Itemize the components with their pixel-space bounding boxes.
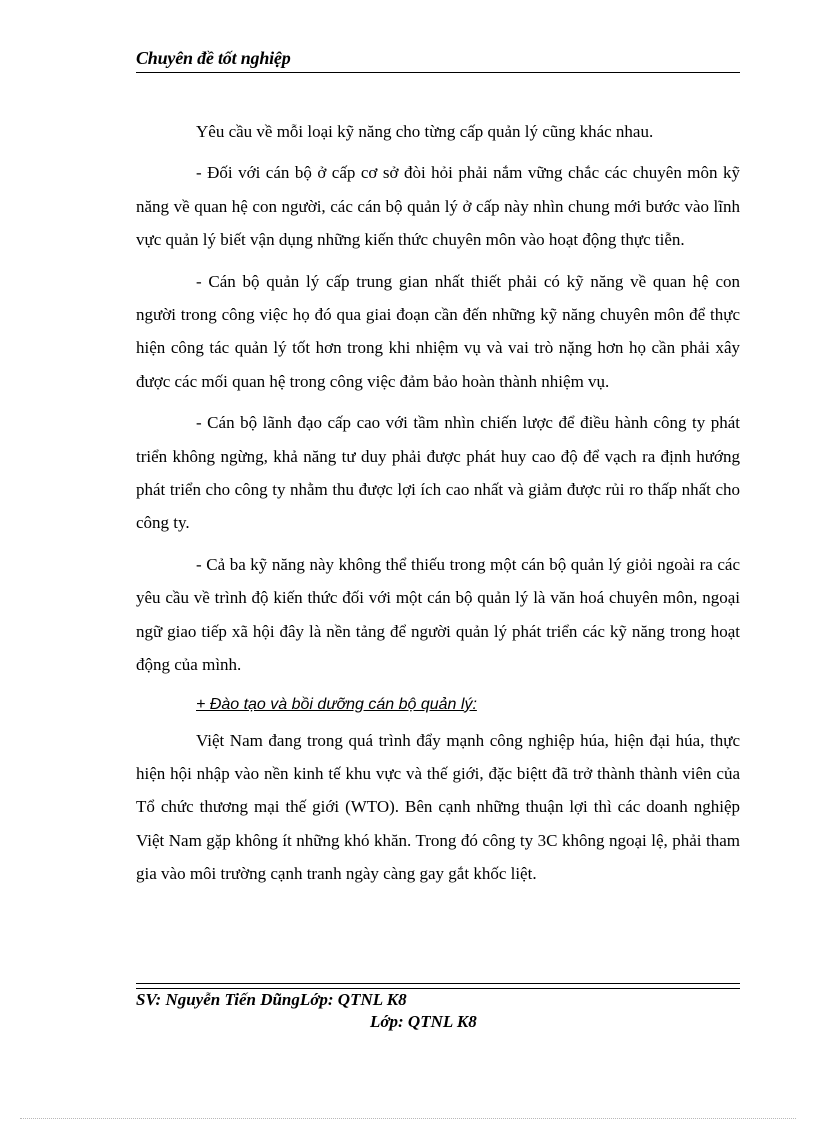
footer-author: SV: Nguyễn Tiến DũngLớp: QTNL K8: [136, 990, 407, 1009]
paragraph-middle-level-managers: - Cán bộ quản lý cấp trung gian nhất thiết phải có kỹ năng về quan hệ con người trong công việc họ đó qua giai đoạn cần đến những kỹ năng chuyên môn để thực hiện công tác quản lý tốt hơn trong khi nhiệm vụ và vai trò nặng hơn họ cần phải xây được các mối quan hệ trong công việc đảm bảo hoàn thành nhiệm vụ.: [136, 271, 740, 391]
paragraph-base-level-managers: - Đối với cán bộ ở cấp cơ sở đòi hỏi phải nắm vững chắc các chuyên môn kỹ năng về quan hệ con người, các cán bộ quản lý ở cấp này nhìn chung mới bước vào lĩnh vực quản lý biết vận dụng những kiến thức chuyên môn vào hoạt động thực tiễn.: [136, 163, 740, 250]
header-title: Chuyên đề tốt nghiệp: [136, 48, 291, 68]
section-subheading: [136, 690, 740, 720]
subheading-text: + Đào tạo và bồi dưỡng cán bộ quản lý:: [196, 695, 477, 713]
footer-class: Lớp: QTNL K8: [370, 1012, 477, 1031]
page-bottom-edge: [20, 1118, 796, 1119]
document-body: [136, 115, 740, 899]
page-header: [136, 48, 740, 73]
paragraph-top-level-managers: - Cán bộ lãnh đạo cấp cao với tầm nhìn chiến lược để điều hành công ty phát triển không ngừng, khả năng tư duy phải được phát huy cao độ để vạch ra định hướng phát triển cho công ty nhằm thu được lợi ích cao nhất và giảm được rủi ro thấp nhất cho công ty.: [136, 413, 740, 533]
paragraph-requirements-intro: Yêu cầu về mỗi loại kỹ năng cho từng cấp quản lý cũng khác nhau.: [196, 122, 654, 141]
paragraph-three-skills: - Cả ba kỹ năng này không thể thiếu trong một cán bộ quản lý giỏi ngoài ra các yêu cầu về trình độ kiến thức đối với một cán bộ quản lý là văn hoá chuyên môn, ngoại ngữ giao tiếp xã hội đây là nền tảng để người quản lý phát triển các kỹ năng trong hoạt động của mình.: [136, 554, 740, 675]
paragraph-vietnam-context: Việt Nam đang trong quá trình đẩy mạnh công nghiệp húa, hiện đại húa, thực hiện hội nhập vào nền kinh tế khu vực và thế giới, đặc biệtt đã trở thành thành viên của Tổ chức thương mại thế giới (WTO). Bên cạnh những thuận lợi thì các doanh nghiệp Việt Nam gặp không ít những khó khăn. Trong đó công ty 3C không ngoại lệ, phải tham gia vào môi trường cạnh tranh ngày càng gay gắt khốc liệt.: [136, 730, 740, 884]
footer-divider: [136, 983, 740, 989]
